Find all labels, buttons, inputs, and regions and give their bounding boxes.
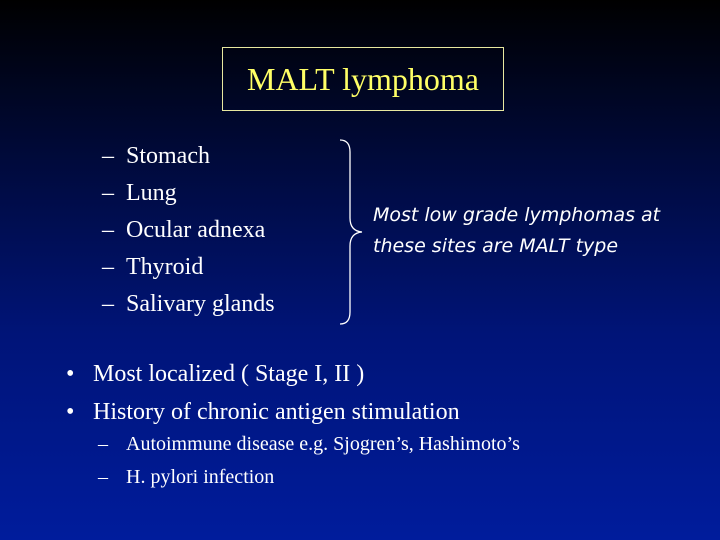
callout-line: Most low grade lymphomas at (373, 204, 661, 226)
site-label: Thyroid (126, 254, 204, 280)
dash-marker: – (102, 217, 114, 243)
right-brace-icon (336, 138, 364, 326)
bullet-item (66, 393, 460, 431)
slide-title: MALT lymphoma (246, 60, 479, 97)
site-label: Salivary glands (126, 291, 275, 317)
site-item-stomach (102, 138, 275, 175)
dash-marker: – (102, 143, 114, 169)
dash-marker: – (102, 180, 114, 206)
site-list (102, 138, 275, 323)
site-item-lung (102, 175, 275, 212)
dash-marker: – (102, 291, 114, 317)
sub-bullet-text: H. pylori infection (126, 466, 275, 488)
dash-marker: – (98, 466, 108, 488)
site-item-thyroid (102, 249, 275, 286)
site-label: Stomach (126, 143, 210, 169)
callout-text (373, 200, 713, 262)
bullet-marker: • (66, 399, 75, 425)
sub-bullet-item (98, 428, 520, 461)
bullet-list (66, 355, 460, 431)
sub-bullet-list (98, 428, 520, 494)
title-box (222, 47, 504, 111)
dash-marker: – (102, 254, 114, 280)
bullet-text: History of chronic antigen stimulation (93, 399, 460, 425)
sub-bullet-item (98, 461, 520, 494)
bullet-marker: • (66, 361, 75, 387)
sub-bullet-text: Autoimmune disease e.g. Sjogren’s, Hashimoto’s (126, 433, 520, 455)
site-label: Lung (126, 180, 177, 206)
bullet-text: Most localized ( Stage I, II ) (93, 361, 365, 387)
bullet-item (66, 355, 460, 393)
site-item-ocular-adnexa (102, 212, 275, 249)
callout-line: these sites are MALT type (373, 235, 619, 257)
site-item-salivary-glands (102, 286, 275, 323)
site-label: Ocular adnexa (126, 217, 266, 243)
dash-marker: – (98, 433, 108, 455)
